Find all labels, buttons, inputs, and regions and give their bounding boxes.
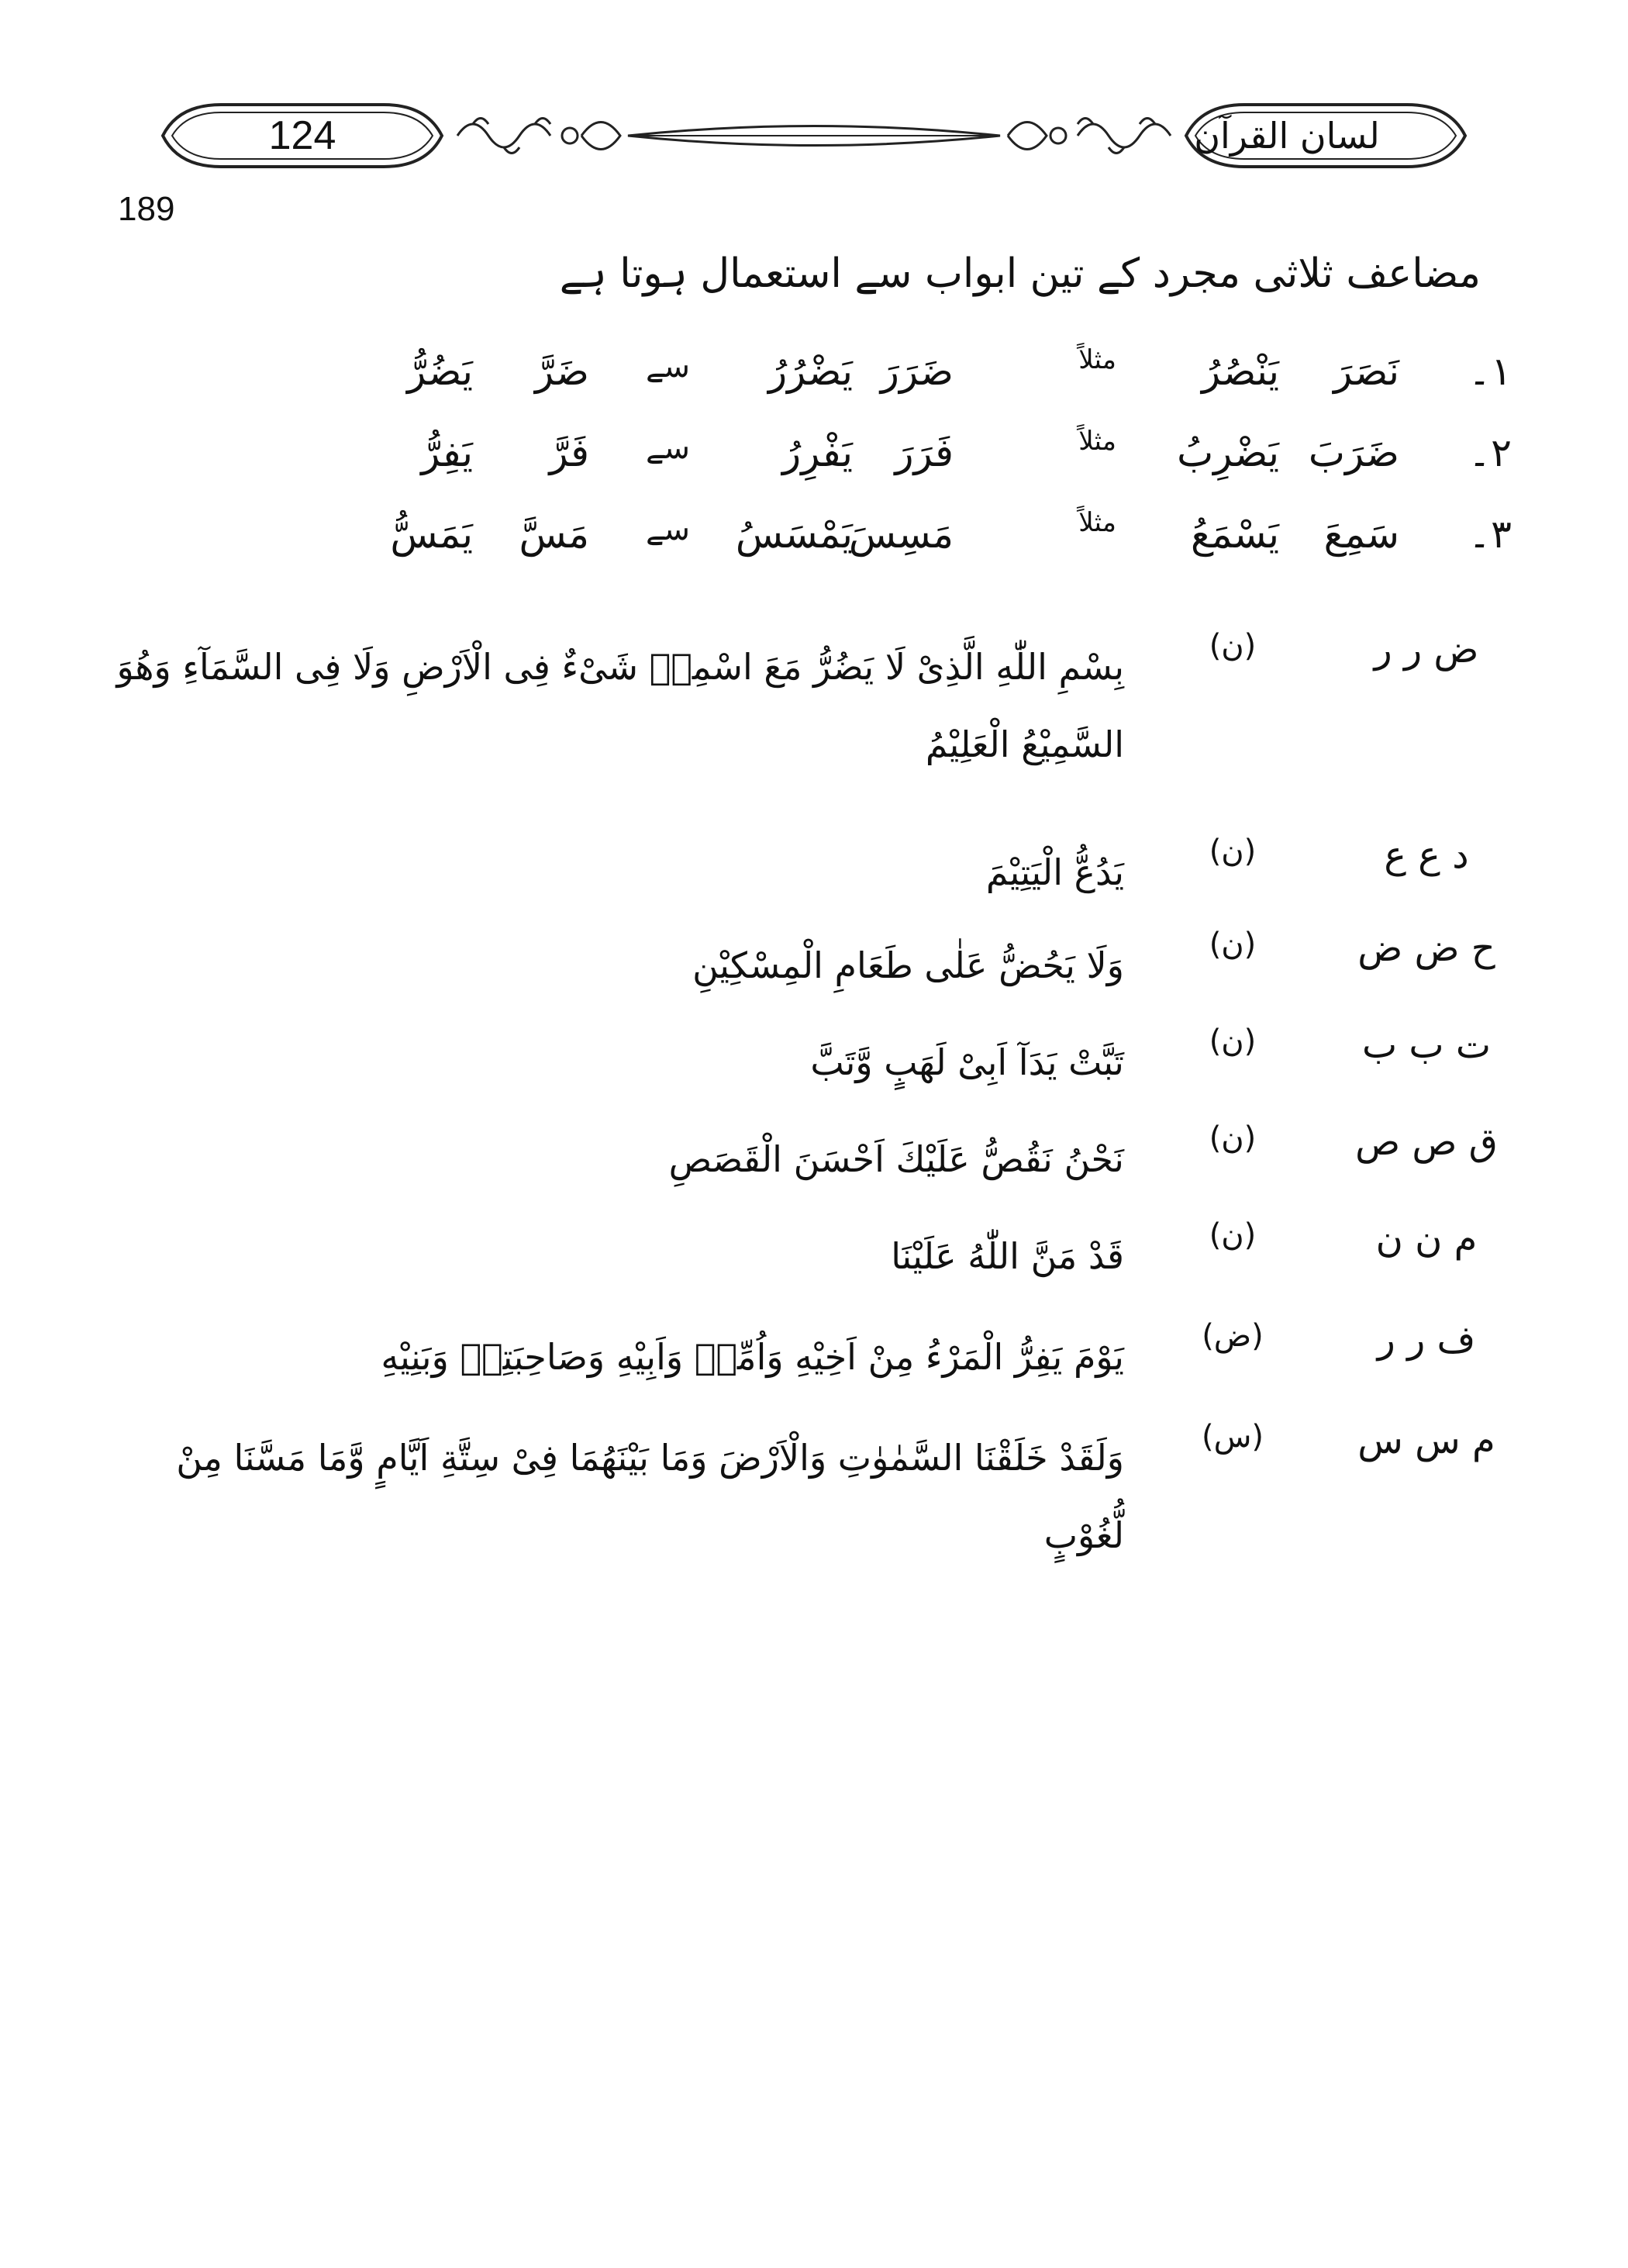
pattern-row [178, 344, 1512, 419]
verse-row [116, 834, 1512, 911]
pattern-number: ۳۔ [1468, 512, 1512, 557]
pattern-se: سے [646, 349, 690, 385]
verse-root: ح ض ض [1357, 927, 1495, 970]
reference-code: 189 [118, 190, 175, 228]
verse-root: ف ر ر [1377, 1318, 1476, 1362]
verse-root: م س س [1357, 1419, 1495, 1462]
pattern-example-4: يَمَسُّ [390, 512, 473, 557]
pattern-se: سے [646, 512, 690, 547]
pattern-example-1: فَرَرَ [895, 430, 954, 475]
pattern-present: يَسْمَعُ [1190, 512, 1279, 557]
section-heading: مضاعف ثلاثی مجرد کے تین ابواب سے استعمال ہوتا ہے [559, 250, 1481, 297]
verse-text: وَلَا يَحُضُّ عَلٰى طَعَامِ الْمِسْكِيْنِ [692, 944, 1124, 986]
verse-text: يَوْمَ يَفِرُّ الْمَرْءُ مِنْ اَخِيْهِ وَاُمِّهٖ وَاَبِيْهِ وَصَاحِبَتِهٖ وَبَنِيْهِ [381, 1336, 1124, 1378]
verse-text: قَدْ مَنَّ اللّٰهُ عَلَيْنَا [891, 1235, 1124, 1277]
book-title: لسان القرآن [1194, 115, 1380, 157]
page-number: 124 [268, 113, 336, 158]
pattern-se: سے [646, 430, 690, 466]
verse-root: د ع ع [1384, 834, 1469, 877]
verse-row [116, 1217, 1512, 1295]
verse-bab: (ض) [1202, 1318, 1264, 1354]
verse-root: ض ر ر [1374, 628, 1479, 671]
pattern-example-3: فَرَّ [549, 430, 589, 475]
pattern-example-2: يَمْسَسُ [735, 512, 853, 557]
pattern-example-4: يَفِرُّ [421, 430, 473, 475]
verse-bab: (ن) [1209, 628, 1257, 664]
pattern-number: ۱۔ [1468, 349, 1512, 394]
verse-row [116, 1318, 1512, 1396]
pattern-present: يَضْرِبُ [1177, 430, 1279, 475]
verse-bab: (س) [1201, 1419, 1264, 1455]
pattern-example-2: يَفْرِرُ [782, 430, 853, 475]
pattern-present: يَنْصُرُ [1202, 349, 1279, 394]
pattern-misal: مثلاً [1078, 507, 1116, 538]
verse-bab: (ن) [1209, 1024, 1257, 1059]
verse-bab: (ن) [1209, 834, 1257, 869]
pattern-example-2: يَضْرُرُ [767, 349, 853, 394]
pattern-past: سَمِعَ [1323, 512, 1399, 557]
verse-text: يَدُعُّ الْيَتِيْمَ [985, 851, 1124, 893]
verse-row [116, 1024, 1512, 1101]
pattern-example-3: مَسَّ [519, 512, 589, 557]
pattern-past: نَصَرَ [1333, 349, 1399, 394]
pattern-row [178, 426, 1512, 500]
pattern-misal: مثلاً [1078, 426, 1116, 457]
page-header [147, 89, 1481, 182]
verse-text: تَبَّتْ يَدَآ اَبِىْ لَهَبٍ وَّتَبَّ [810, 1041, 1124, 1083]
verse-bab: (ن) [1209, 1217, 1257, 1253]
verse-row [116, 1120, 1512, 1198]
verse-root: م ن ن [1375, 1217, 1478, 1261]
verse-bab: (ن) [1209, 927, 1257, 962]
pattern-example-1: ضَرَرَ [880, 349, 954, 394]
pattern-example-4: يَضُرُّ [407, 349, 473, 394]
pattern-misal: مثلاً [1078, 344, 1116, 375]
verse-bab: (ن) [1209, 1120, 1257, 1156]
pattern-past: ضَرَبَ [1308, 430, 1399, 475]
verse-row [116, 628, 1512, 799]
pattern-row [178, 507, 1512, 582]
verse-row [116, 1419, 1512, 1590]
verse-text: وَلَقَدْ خَلَقْنَا السَّمٰوٰتِ وَالْاَرْضَ وَمَا بَيْنَهُمَا فِىْ سِتَّةِ اَيَّامٍ وَّمَا مَسَّنَا مِنْ لُّغُوْبٍ [176, 1437, 1124, 1556]
pattern-example-3: ضَرَّ [534, 349, 589, 394]
pattern-example-1: مَسِسَ [848, 512, 954, 557]
verse-root: ق ص ص [1355, 1120, 1498, 1164]
pattern-number: ۲۔ [1468, 430, 1512, 475]
verse-text: نَحْنُ نَقُصُّ عَلَيْكَ اَحْسَنَ الْقَصَصِ [668, 1138, 1124, 1180]
verse-text: بِسْمِ اللّٰهِ الَّذِىْ لَا يَضُرُّ مَعَ اسْمِهٖ شَىْءٌ فِى الْاَرْضِ وَلَا فِى السَّمَآءِ وَهُوَ السَّمِيْعُ الْعَلِيْمُ [116, 646, 1124, 765]
verse-row [116, 927, 1512, 1004]
verse-root: ت ب ب [1361, 1024, 1492, 1067]
